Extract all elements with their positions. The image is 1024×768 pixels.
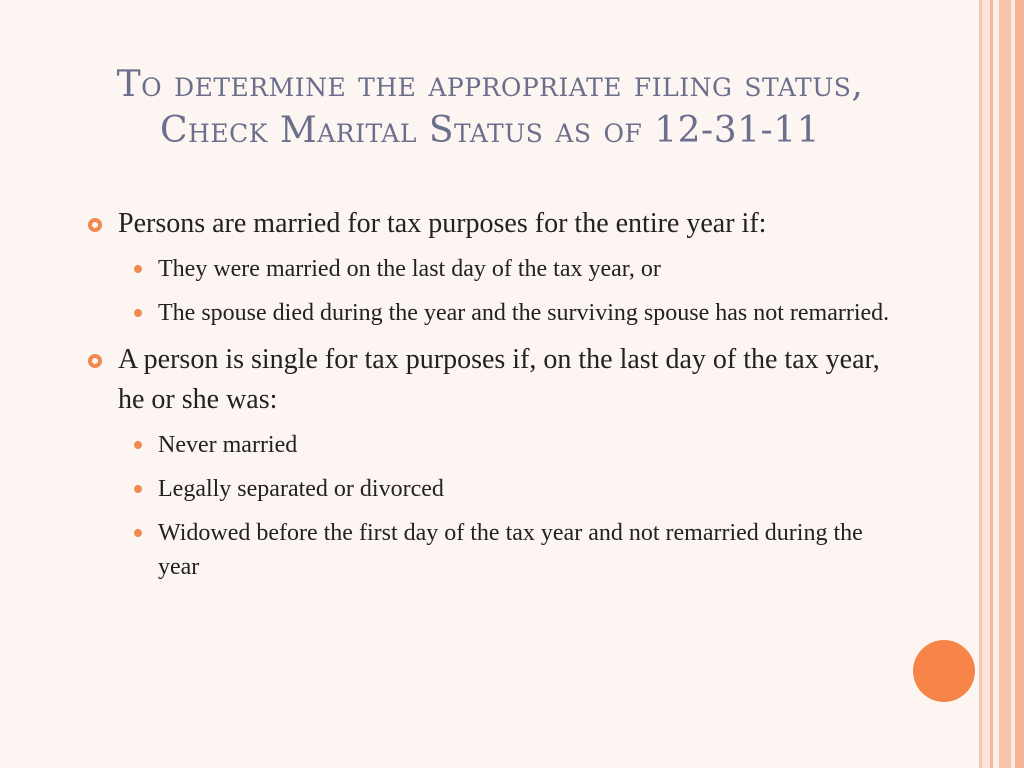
sub-bullet-text: Legally separated or divorced [158, 476, 444, 502]
orange-circle-decoration [913, 640, 975, 702]
decorative-stripe [1015, 0, 1024, 768]
slide-body [86, 204, 906, 594]
sub-bullet-item [86, 472, 906, 506]
dot-bullet-icon [134, 485, 142, 493]
bullet-text: Persons are married for tax purposes for the entire year if: [118, 208, 767, 239]
slide-title [40, 62, 940, 154]
sub-bullet-item [86, 428, 906, 462]
decorative-stripe [982, 0, 990, 768]
dot-bullet-icon [134, 529, 142, 537]
sub-bullet-text: Never married [158, 432, 298, 458]
sub-bullet-text: Widowed before the first day of the tax year and not remarried during the year [158, 520, 863, 580]
sub-bullet-text: The spouse died during the year and the surviving spouse has not remarried. [158, 300, 890, 326]
dot-bullet-icon [134, 265, 142, 273]
bullet-item [86, 340, 906, 420]
dot-bullet-icon [134, 309, 142, 317]
sub-bullet-item [86, 516, 906, 584]
sub-bullet-item [86, 252, 906, 286]
bullet-item [86, 204, 906, 244]
bullet-text: A person is single for tax purposes if, on the last day of the tax year, he or she was: [118, 344, 880, 415]
sub-bullet-text: They were married on the last day of the tax year, or [158, 256, 661, 282]
ring-bullet-icon [88, 354, 102, 368]
sub-bullet-item [86, 296, 906, 330]
ring-bullet-icon [88, 218, 102, 232]
dot-bullet-icon [134, 441, 142, 449]
slide-title-line-1: To determine the appropriate filing status, [116, 64, 864, 105]
slide-title-line-2: Check Marital Status as of 12-31-11 [160, 110, 820, 151]
decorative-stripe [999, 0, 1011, 768]
